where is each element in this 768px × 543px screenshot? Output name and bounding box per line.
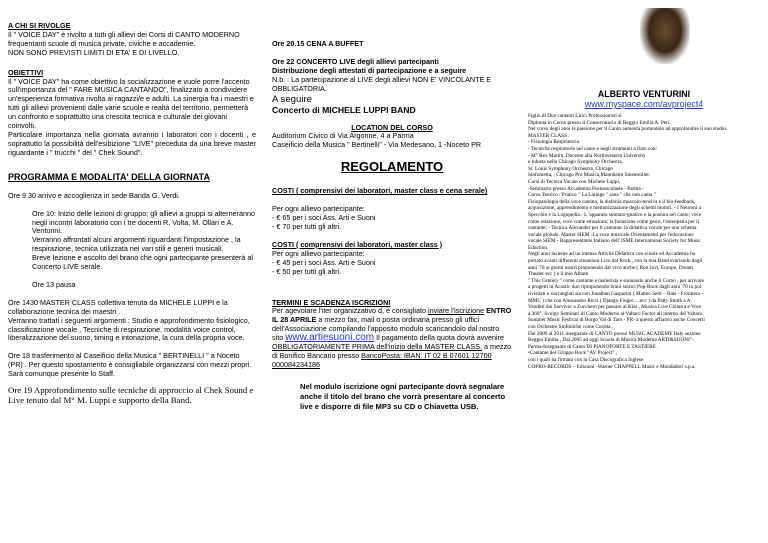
bio-line: portato avanti differenti situazioni Live dal Rock , con la mia Band svariando dagli [528, 258, 703, 265]
band-concert: Concerto di MICHELE LUPPI BAND [272, 104, 416, 115]
bio-line: con Orchestre Sinfoniche come Corista . [528, 324, 614, 330]
column-right [528, 0, 760, 110]
terms-c: Il pagamento della quota dovrà avvenire [374, 333, 504, 343]
program-1430: Ore 1430 MASTER CLASS collettiva tenuta da MICHELE LUPPI e la collaborazione tecnica dei maestri . Verranno trattati i seguenti argomenti : Studio e approfondimento fisiologico, classificazione vocale , Tecniche di respirazione, modalità voice control, liberalizzazione del suono, timing e intonazione, la cura della propria voce. [8, 297, 250, 343]
bio-line: '' This Century '' come cantante e tastierista e suonando anche il Corno , per arrivare [528, 277, 705, 284]
bio-line: con i quali ha firmato con la Casa Discografica Inglese [528, 356, 644, 363]
bio-line: anni '70 ai giorni nostri proponendo dal vivo anche ( Bon Jovi, Europe, Dream [528, 264, 693, 271]
certificates-line: Distribuzione degli attestati di partecipazione e a seguire [272, 65, 467, 75]
costs-text-2: Per ogni allievo partecipante: - € 45 per i soci Ass. Arti e Suoni - € 50 per tutti gli altri. [272, 248, 376, 276]
bio-line: come relazione, voce come emozione; la fonazione come gesto, l'osteopatia per il [528, 218, 700, 225]
bio-line: Specchio e la Logopedia.- L 'apparato stomato-gnatico e la postura nel canto; voce [528, 211, 702, 218]
bio-line: a 360°. Svolgo Seminari di Canto Moderno al Valtaro Factor all interno del Valtaro [528, 310, 703, 317]
seguire-line: A seguire [272, 93, 313, 105]
bio-line: MASTER CLASS : [528, 132, 570, 139]
terms-title: TERMINI E SCADENZA ISCRIZIONI [272, 297, 391, 307]
program-19: Ore 19 Approfondimento sulle tecniche di approccio al Chek Sound e Live tenuto dal M° M. Luppi e supporto della Band. [8, 385, 254, 406]
bio-line: - M° Rex Martin, Docente alla Northwestern University [528, 152, 646, 159]
bio-line: Reggio Emilia , Dal 2005 ad oggi Scuola di Musica Moderna ARTI&SUONI"- [528, 337, 694, 344]
bio-line: rivisitati e riarrangiati sia con Jonathan Gasparini ( Matteo Setti – Rats - Frontiera – [528, 291, 704, 298]
teacher-name: ALBERTO VENTURINI [597, 89, 691, 99]
bio-line: Negli anni insieme ad un intensa Attività Didattica con scuole ed Accademie ho [528, 251, 696, 258]
terms-text [272, 307, 512, 369]
terms-mandatory: OBBLIGATORIAMENTE PRIMA dell'inizio della MASTER CLASS, [272, 342, 483, 352]
bio-line: Fisiopatologia della voce cantata, la disfonia muscolo-tensiva e il bio-feedback, [528, 198, 696, 205]
site-link[interactable]: www.artiesuoni.com [285, 332, 375, 344]
location-text: Auditorium Civico di Via Argonne, 4 a Parma Caseificio della Musica " Bertinelli" - Via Medesano, 1 -Noceto PR [272, 131, 482, 150]
bio-line: Summer Music Festival di Borgo Val di Taro - PR- a questo affianco anche Concerti [528, 317, 705, 324]
teacher-bio [528, 113, 762, 370]
bio-line: Figlio di Due cantanti Lirici Professionisti si [528, 113, 622, 119]
bio-line: - Tecniche respiratorie nel canto e negli strumenti a fiato con: [528, 145, 657, 152]
bio-line: Venditti dai Survivor a Zucchero per passare ai Kiss , Musica Live Chitarra e Voce [528, 304, 702, 311]
bio-line: Diploma in Corno presso il Conservatorio di Reggio Emilia A. Peri. [528, 119, 671, 126]
concert-live-line: Ore 22 CONCERTO LIVE degli allievi partecipanti [272, 56, 439, 66]
bio-line: St. Louis Symphony Orchestra, Chicago [528, 165, 613, 172]
costs-text-1: Per ogni allievo partecipante: - € 65 per i soci Ass. Arti e Suoni - € 70 per tutti gli altri. [272, 204, 376, 231]
bio-line: Corsi di Tecnica Vocale con Michele Luppi, [528, 178, 621, 185]
location-title: LOCATION DEL CORSO [351, 122, 433, 132]
program-10: Ore 10: Inizio delle lezioni di gruppo; gli allievi a gruppi si alterneranno negli incontri laboratorio con i tre docenti R. Volta, M. Ollari e A. Venturini. Verranno affrontati alcuni argomenti riguardanti l'impostazione , la respirazione, tecnica utilizzata nei vari stili e generi musicali. Breve lezione e ascolto del brano che ogni partecipante presenterà al Concerto LIVE serale. [32, 208, 255, 272]
participation-note: N.b. : La partecipazione al LIVE degli allievi NON E' VINCOLANTE E OBBLIGATORIA. [272, 74, 492, 93]
bio-line: MMC ) che con Alessandro Ricci ( Django Finger….ecc ) da Patty Smith a A. [528, 297, 692, 304]
column-left [8, 0, 256, 405]
bio-line: Theater ecc ) e il mio Album [528, 271, 589, 278]
bio-line: e tubista nella Chicago Symphony Orchestra, [528, 159, 624, 166]
program-930: Ore 9.30 arrivo e accoglienza in sede Banda G. Verdi. [8, 190, 180, 200]
bio-line: a progetti in Acustic duo riproponendo brani storici Pop-Rock dagli anni '70 in poi [528, 284, 702, 291]
buffet-line: Ore 20.15 CENA A BUFFET [272, 39, 364, 48]
bank-details: BancoPosta: IBAN: IT 02 B 07601 12700 000084234186 [272, 350, 492, 369]
bio-line: COPRO-RECORDS – Edizioni -Warner CHAPPELL Music e Mondadori s.p.a. [528, 363, 696, 370]
bio-line: vocale globale. Master SIEM -La voce musicale.Orientamenti per l'educazione [528, 231, 694, 238]
terms-b: a mezzo fax, mail o posta ordinaria presso gli uffici dell'Associazione compilando l'apposito modulo scaricandolo dal nostro sito [272, 315, 500, 343]
program-title: PROGRAMMA E MODALITA' DELLA GIORNATA [8, 171, 210, 182]
target-title: A CHI SI RIVOLGE [8, 21, 71, 30]
program-13: Ore 13 pausa [32, 279, 76, 289]
target-text: Il " VOICE DAY" è rivolto a tutti gli allievi dei Corsi di CANTO MODERNO frequentanti scuole di musica private, civiche e accademie. [8, 29, 240, 48]
particular-text: Particolare importanza nella giornata avranno i laboratori con i docenti , e soprattutto la possibilità dell'esibizione "LIVE" preceduta da una breve master riguardante i " trucchi " del " Chek Sound". [8, 129, 256, 157]
bio-line: cantante; - Tecnica Alexander per il cantante, la didattica vocale per uno schema [528, 225, 697, 232]
bio-line: Corso Teorico / Pratico " La Laringe " sana " che non canta " [528, 192, 656, 199]
bio-line: -Seminario presso Accademia Postuosculasle - Parma - [528, 185, 644, 192]
bio-line: - Fisiologia Respiratoria [528, 139, 580, 146]
final-note: Nel modulo iscrizione ogni partecipante dovrà segnalare anche il titolo del brano che vorrà presentare al concerto live e disporre di file MP3 su CD o Chiavetta USB. [300, 381, 506, 411]
bio-line: Eduction. [528, 244, 549, 251]
terms-deadline: ENTRO IL 28 APRILE [272, 306, 512, 325]
costs-title-2: COSTI ( comprensivi dei laboratori, master class ) [272, 239, 443, 249]
costs-title-1: COSTI ( comprensivi dei laboratori, master class e cena serale) [272, 186, 488, 196]
objectives-text: Il " VOICE DAY" ha come obiettivo la socializzazione e vuole porre l'accento sull'importanza del " FARE MUSICA CANTANDO", finalizzato a condividere un'esperienza formativa rivolta ai ragazzi/e e adulti. La sinergia fra i maestri e tutti gli allievi provenienti dalle varie scuole e realtà del territorio, permetterà un confronto e soprattutto una crescita tecnica e culturale dei giovani coinvolti. [8, 76, 254, 131]
age-note: NON SONO PREVISTI LIMITI DI ETA' E DI LIVELLO. [8, 47, 180, 57]
bio-line: •Cantante del Gruppo Rock "AV Project" , [528, 350, 618, 357]
bio-line: Nel corso degli anni la passione per il Canto aumenta portandolo ad approfondire il suo studio. [528, 126, 728, 133]
program-18: Ore 18 trasferimento al Caseificio della Musica " BERTINELLI " a Noceto (PR) . Per questo spostamento è consigliabile organizzarsi con mezzi propri. Sarà comunque presente lo Staff. [8, 351, 252, 379]
objectives-title: OBIETTIVI [8, 67, 44, 77]
bio-line: acquisizione, apprendimento e memorizzazione degli schemi motori. - I Neuroni a [528, 205, 701, 212]
bio-line: Sinfonietta, , Chicago Pro Musica,Mannheim Steamroller. [528, 172, 651, 179]
terms-a: Per agevolare l'iter organizzativo d, è consigliato [272, 306, 428, 316]
bio-line: Parma-Insegnante di Canto DI PIANOFORTE E TASTIERE . [528, 343, 659, 350]
column-middle [272, 0, 512, 412]
regolamento-title: REGOLAMENTO [340, 159, 444, 175]
teacher-link-wrap [528, 99, 760, 110]
myspace-link[interactable]: www.myspace.com/avproject4 [584, 99, 704, 109]
bio-line: Dal 2009 al 2011 insegnante di CANTO presso MUSIC ACADEMY Italy sezione [528, 330, 701, 337]
terms-inviare: inviare l'iscrizione [428, 306, 485, 316]
bio-line: vocale SIEM - Rappresentante Italiano dell' ISME International Society for Music [528, 238, 701, 245]
terms-d: a mezzo di Bonifico Bancario presso [272, 342, 512, 360]
